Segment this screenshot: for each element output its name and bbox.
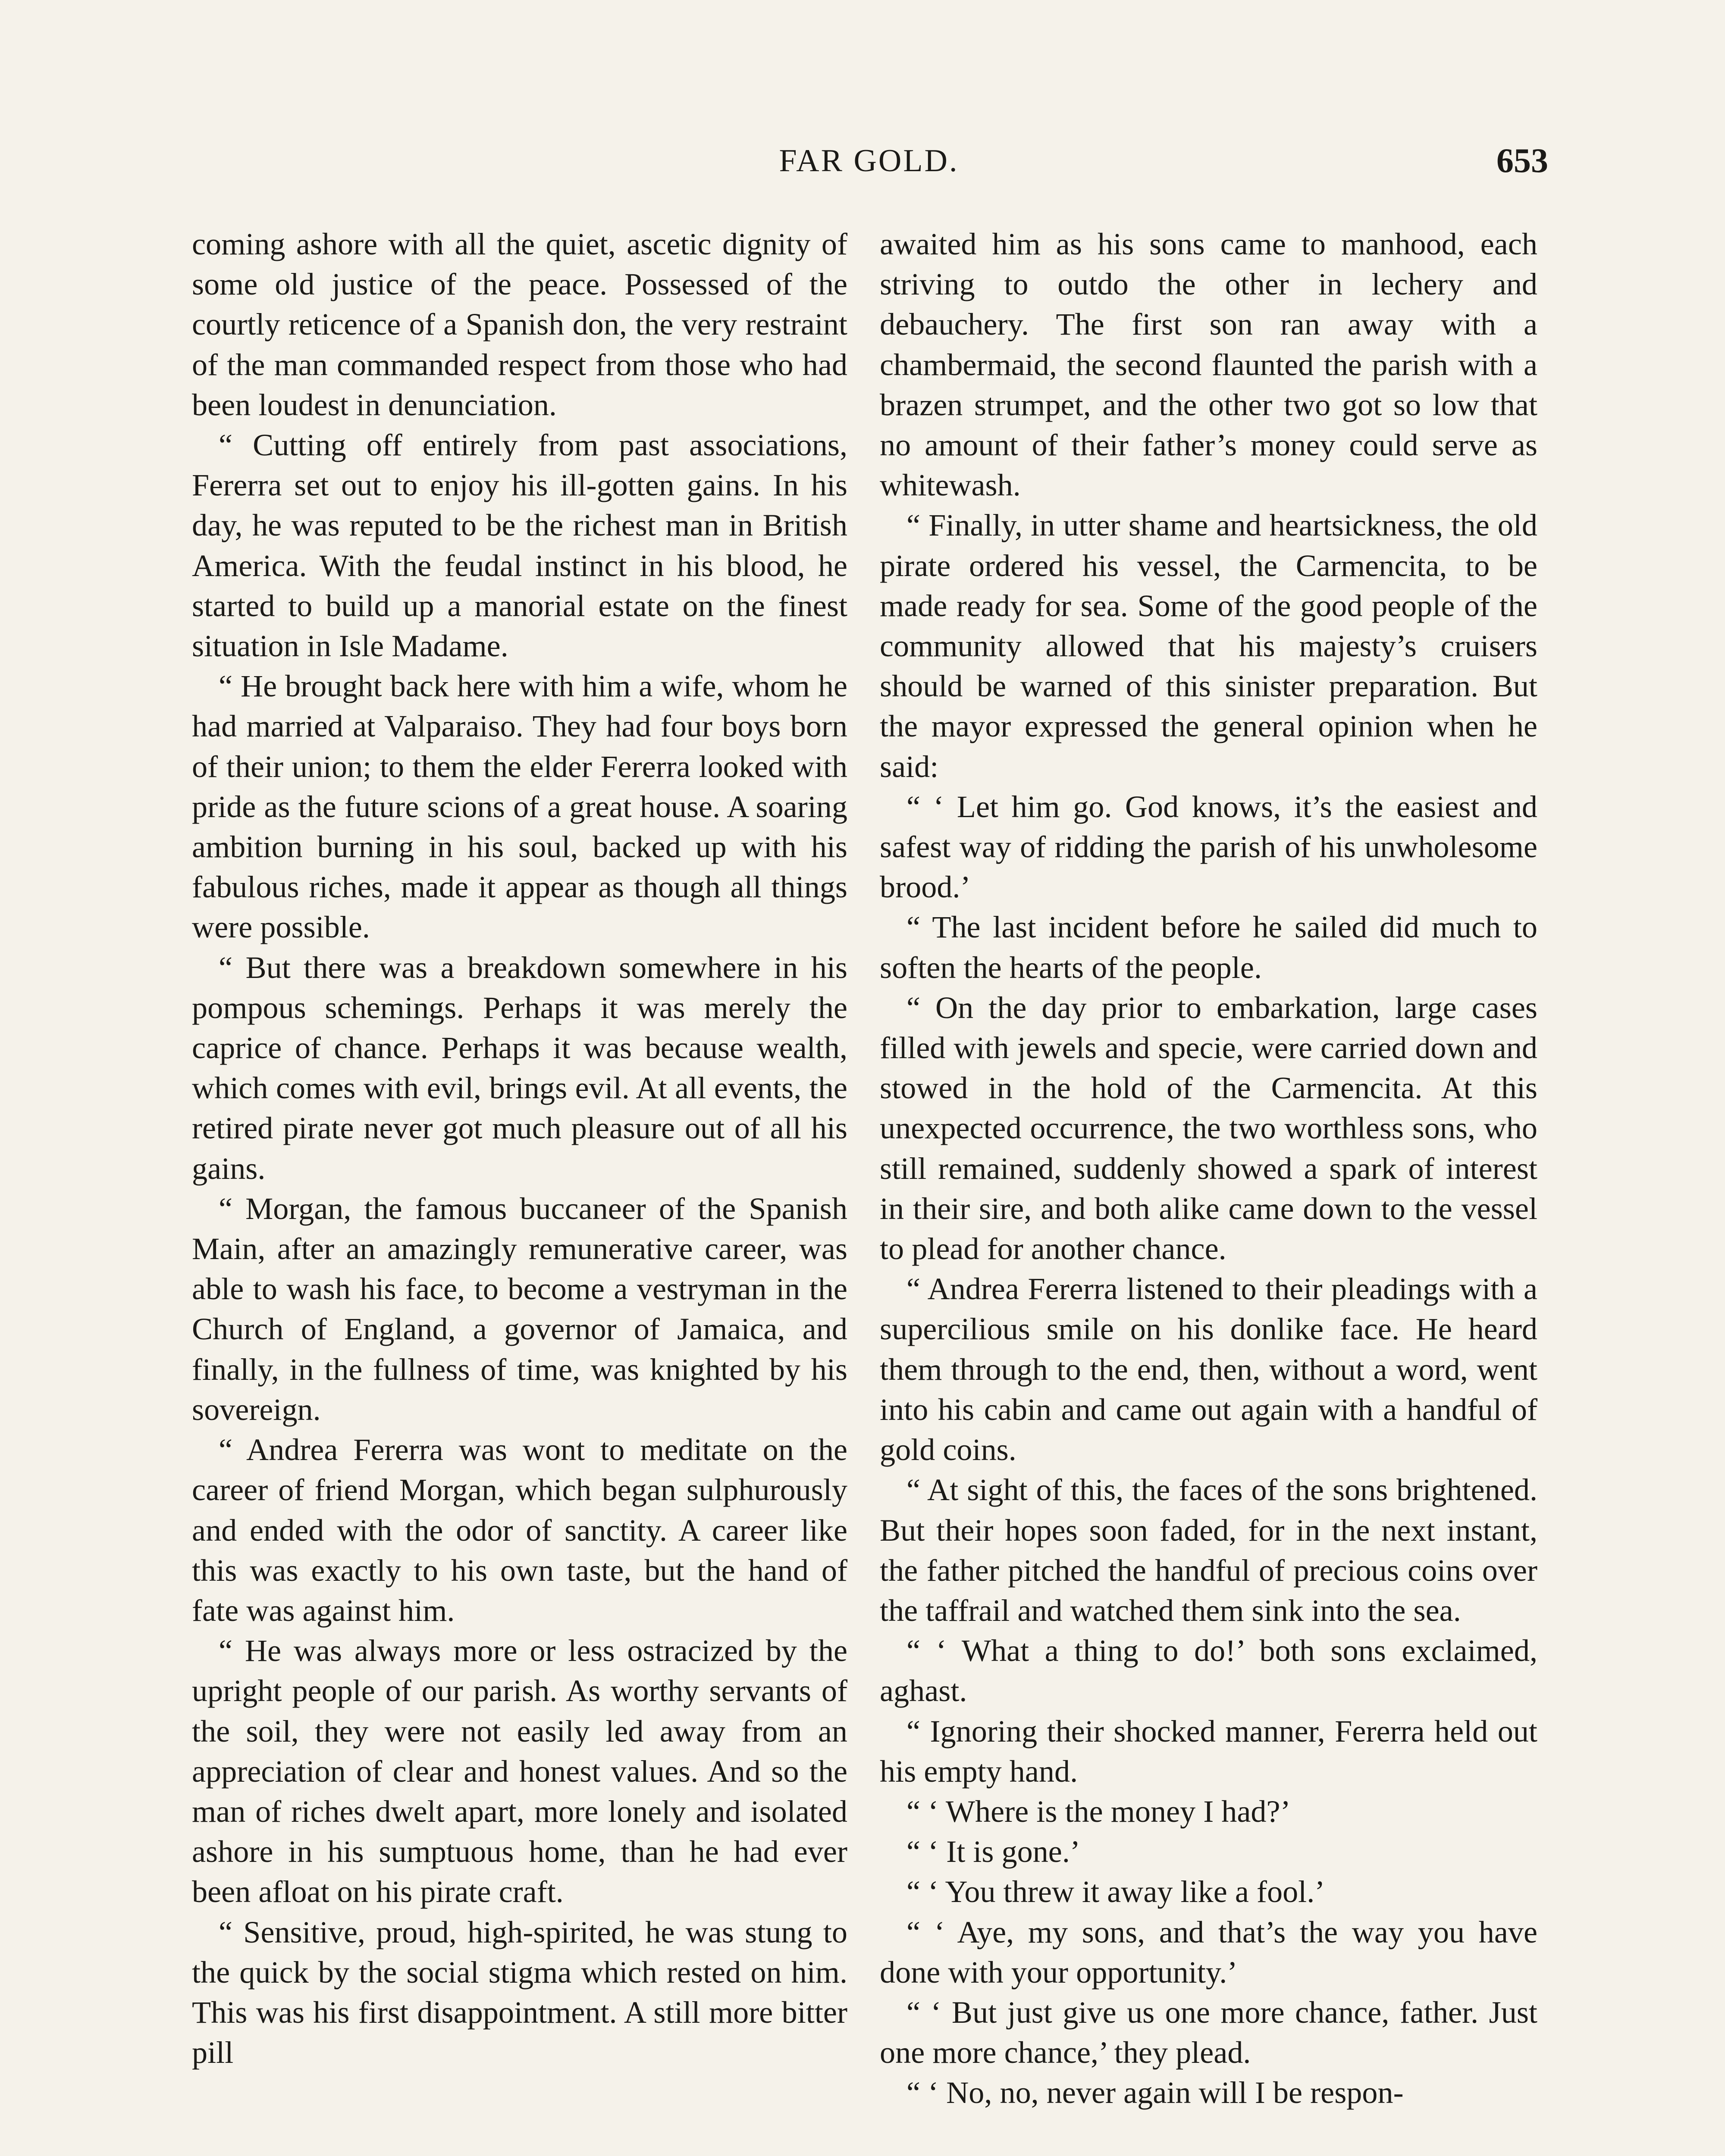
paragraph: “ He was always more or less ostracized by the upright people of our parish. As worthy servants of the soil, they were not easily led away from an appreciation of clear and honest values. And so the man of riches dwelt apart, more lonely and isolated ashore in his sumptuous home, than he had ever been afloat on his pirate craft. bbox=[192, 1633, 847, 1909]
paragraph: “ Andrea Fererra listened to their pleadings with a supercilious smile on his donlike face. He heard them through to the end, then, without a word, went into his cabin and came out again with a handful of gold coins. bbox=[880, 1272, 1537, 1467]
paragraph: “ Cutting off entirely from past associations, Fererra set out to enjoy his ill-gotten gains. In his day, he was reputed to be the richest man in British America. With the feudal instinct in his blood, he started to build up a manorial estate on the finest situation in Isle Madame. bbox=[192, 428, 847, 664]
paragraph: “ Ignoring their shocked manner, Fererra held out his empty hand. bbox=[880, 1714, 1537, 1789]
paragraph: “ Andrea Fererra was wont to meditate on the career of friend Morgan, which began sulphurously and ended with the odor of sanctity. A career like this was exactly to his own taste, but the hand of fate was against him. bbox=[192, 1432, 847, 1628]
paragraph: “ ‘ What a thing to do!’ both sons exclaimed, aghast. bbox=[880, 1633, 1537, 1708]
paragraph: coming ashore with all the quiet, ascetic dignity of some old justice of the peace. Possessed of the courtly reticence of a Spanish don, the very restraint of the man commanded respect from those who had been loudest in denunciation. bbox=[192, 227, 847, 422]
running-title: FAR GOLD. bbox=[779, 143, 959, 179]
paragraph: “ ‘ Where is the money I had?’ bbox=[906, 1794, 1291, 1829]
paragraph: “ Morgan, the famous buccaneer of the Spanish Main, after an amazingly remunerative career, was able to wash his face, to become a vestryman in the Church of England, a governor of Jamaica, and finally, in the fullness of time, was knighted by his sovereign. bbox=[192, 1191, 847, 1427]
paragraph: “ On the day prior to embarkation, large cases filled with jewels and specie, were carried down and stowed in the hold of the Carmencita. At this unexpected occurrence, the two worthless sons, who still remained, suddenly showed a spark of interest in their sire, and both alike came down to the vessel to plead for another chance. bbox=[880, 990, 1537, 1266]
page-header bbox=[190, 137, 1548, 185]
paragraph: “ The last incident before he sailed did much to soften the hearts of the people. bbox=[880, 910, 1537, 985]
paragraph: “ Finally, in utter shame and heartsickness, the old pirate ordered his vessel, the Carmencita, to be made ready for sea. Some of the good people of the community allowed that his majesty’s cruisers should be warned of this sinister preparation. But the mayor expressed the general opinion when he said: bbox=[880, 508, 1537, 784]
right-column bbox=[880, 224, 1537, 2156]
paragraph: “ He brought back here with him a wife, whom he had married at Valparaiso. They had four boys born of their union; to them the elder Fererra looked with pride as the future scions of a great house. A soaring ambition burning in his soul, backed up with his fabulous riches, made it appear as though all things were possible. bbox=[192, 669, 847, 945]
paragraph: awaited him as his sons came to manhood, each striving to outdo the other in lechery and debauchery. The first son ran away with a chambermaid, the second flaunted the parish with a brazen strumpet, and the other two got so low that no amount of their father’s money could serve as whitewash. bbox=[880, 227, 1537, 503]
paragraph: “ ‘ It is gone.’ bbox=[906, 1834, 1080, 1869]
paragraph: “ ‘ Aye, my sons, and that’s the way you have done with your opportunity.’ bbox=[880, 1915, 1537, 1990]
paragraph: “ At sight of this, the faces of the sons brightened. But their hopes soon faded, for in the next instant, the father pitched the handful of precious coins over the taffrail and watched them sink into the sea. bbox=[880, 1473, 1537, 1628]
paragraph: “ ‘ But just give us one more chance, father. Just one more chance,’ they plead. bbox=[880, 1995, 1537, 2070]
paragraph: “ Sensitive, proud, high-spirited, he was stung to the quick by the social stigma which rested on him. This was his first disappointment. A still more bitter pill bbox=[192, 1915, 847, 2070]
paragraph: “ But there was a breakdown somewhere in his pompous schemings. Perhaps it was merely the caprice of chance. Perhaps it was because wealth, which comes with evil, brings evil. At all events, the retired pirate never got much pleasure out of all his gains. bbox=[192, 950, 847, 1186]
paragraph: “ ‘ Let him go. God knows, it’s the easiest and safest way of ridding the parish of his unwholesome brood.’ bbox=[880, 789, 1537, 905]
paragraph: “ ‘ No, no, never again will I be respon- bbox=[906, 2075, 1404, 2110]
left-column bbox=[192, 224, 847, 2156]
page-number: 653 bbox=[1496, 142, 1548, 180]
paragraph: “ ‘ You threw it away like a fool.’ bbox=[906, 1874, 1325, 1909]
